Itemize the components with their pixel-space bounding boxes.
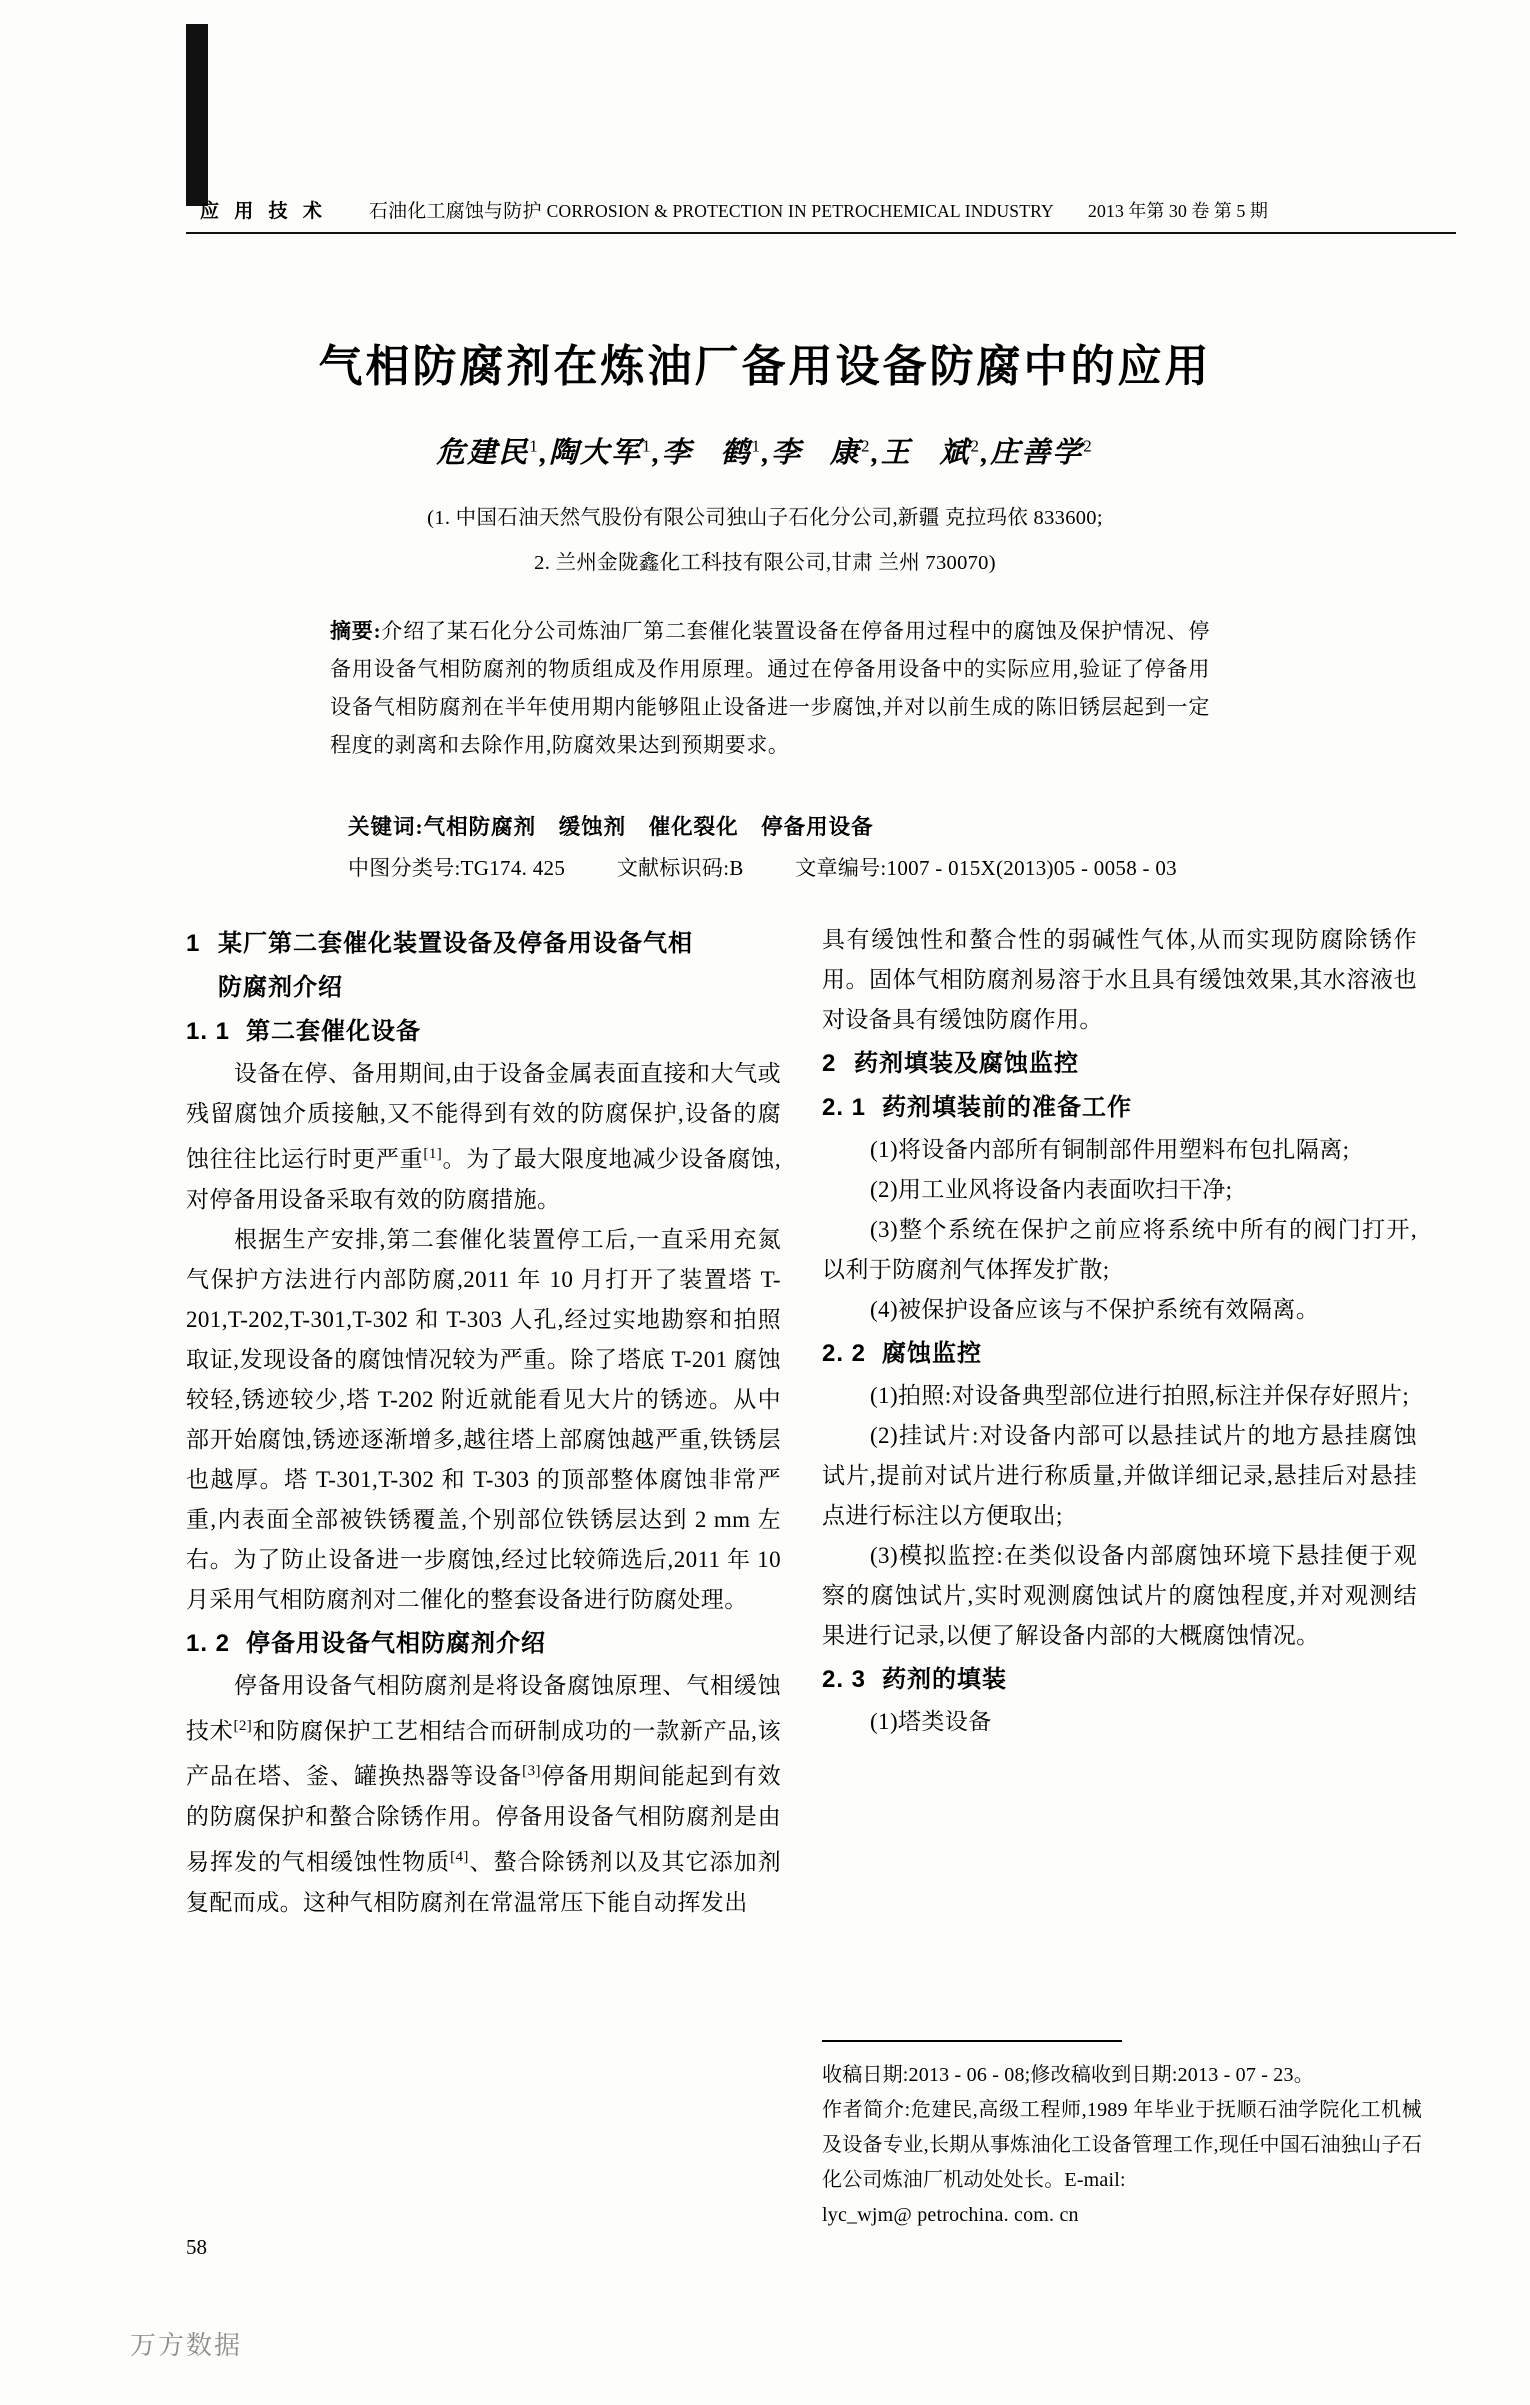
header-issue: 2013 年第 30 卷 第 5 期 bbox=[1087, 201, 1268, 221]
watermark: 万方数据 bbox=[130, 2330, 243, 2360]
ref-marker-1: [1] bbox=[423, 1146, 443, 1162]
heading-2-1-title: 药剂填装前的准备工作 bbox=[882, 1094, 1132, 1121]
footnote-rule bbox=[822, 2040, 1122, 2042]
heading-2-number: 2 bbox=[822, 1050, 837, 1077]
heading-2-title: 药剂填装及腐蚀监控 bbox=[854, 1050, 1079, 1077]
heading-section-2-2 bbox=[822, 1334, 1417, 1374]
header-journal-en: CORROSION & PROTECTION IN PETROCHEMICAL INDUSTRY bbox=[546, 201, 1054, 221]
footnote-bio-text: 作者简介:危建民,高级工程师,1989 年毕业于抚顺石油学院化工机械及设备专业,长期从事炼油化工设备管理工作,现任中国石油独山子石化公司炼油厂机动处处长。E-mail: bbox=[822, 2099, 1422, 2191]
paragraph-3-part-b: 和防腐保护工艺相结合而研制成功的一款新产品,该产品在塔、釜、罐换热器等设备 bbox=[186, 1718, 781, 1789]
right-column bbox=[822, 920, 1417, 1742]
paragraph-1-part-b: 。为了最大限度地减少设备腐蚀,对停备用设备采取有效的防腐措施。 bbox=[186, 1146, 782, 1212]
paragraph-3-part-c: 停备用期间能起到有效的防腐保护和螯合除锈作用。停备用设备气相防腐剂是由易挥发的气相缓蚀性物质 bbox=[186, 1763, 781, 1875]
keywords-text: 气相防腐剂 缓蚀剂 催化裂化 停备用设备 bbox=[423, 815, 874, 839]
footnote-dates: 收稿日期:2013 - 06 - 08;修改稿收到日期:2013 - 07 - 23。 bbox=[822, 2064, 1314, 2086]
heading-1-2-title: 停备用设备气相防腐剂介绍 bbox=[246, 1629, 546, 1657]
heading-2-1-number: 2. 1 bbox=[822, 1094, 867, 1121]
footnote-email: lyc_wjm@ petrochina. com. cn bbox=[822, 2204, 1079, 2226]
heading-1-title-line2: 防腐剂介绍 bbox=[218, 974, 343, 1001]
heading-1-title-line1: 某厂第二套催化装置设备及停备用设备气相 bbox=[218, 930, 693, 957]
header-category: 应 用 技 术 bbox=[200, 201, 327, 222]
heading-1-number: 1 bbox=[186, 930, 201, 957]
author-list: 危建民$^1$,陶大军$^1$,李 鹤$^1$,李 康$^2$,王 斌$^2$,庄善学$^2$ bbox=[436, 436, 1094, 469]
heading-2-2-title: 腐蚀监控 bbox=[882, 1340, 982, 1367]
article-title: 气相防腐剂在炼油厂备用设备防腐中的应用 bbox=[318, 342, 1212, 391]
header-text-row bbox=[200, 196, 1460, 223]
heading-section-2-3 bbox=[822, 1660, 1417, 1700]
footnote-block bbox=[822, 2058, 1422, 2233]
heading-section-1 bbox=[186, 924, 781, 964]
header-rule bbox=[186, 232, 1456, 234]
heading-section-2 bbox=[822, 1044, 1417, 1084]
heading-2-2-number: 2. 2 bbox=[822, 1340, 867, 1367]
paragraph-3-part-a: 停备用设备气相防腐剂是将设备腐蚀原理、气相缓蚀技术 bbox=[186, 1672, 781, 1744]
paragraph-6: (2)用工业风将设备内表面吹扫干净; bbox=[870, 1177, 1233, 1202]
heading-2-3-title: 药剂的填装 bbox=[882, 1666, 1007, 1693]
heading-1-1-number: 1. 1 bbox=[186, 1018, 231, 1045]
abstract bbox=[330, 612, 1210, 764]
keywords-label: 关键词: bbox=[348, 815, 424, 839]
abstract-text: 介绍了某石化分公司炼油厂第二套催化装置设备在停备用过程中的腐蚀及保护情况、停备用设备气相防腐剂的物质组成及作用原理。通过在停备用设备中的实际应用,验证了停备用设备气相防腐剂在半年使用期内能够阻止设备进一步腐蚀,并对以前生成的陈旧锈层起到一定程度的剥离和去除作用,防腐效果达到预期要求。 bbox=[330, 619, 1211, 757]
paragraph-4: 具有缓蚀性和螯合性的弱碱性气体,从而实现防腐除锈作用。固体气相防腐剂易溶于水且具有缓蚀效果,其水溶液也对设备具有缓蚀防腐作用。 bbox=[822, 927, 1417, 1032]
paragraph-10: (2)挂试片:对设备内部可以悬挂试片的地方悬挂腐蚀试片,提前对试片进行称质量,并做详细记录,悬挂后对悬挂点进行标注以方便取出; bbox=[822, 1423, 1417, 1528]
article-id: 文章编号:1007 - 015X(2013)05 - 0058 - 03 bbox=[795, 856, 1177, 880]
footnote-bio bbox=[822, 2093, 1422, 2233]
header-journal-title bbox=[369, 196, 1054, 223]
heading-1-1-title: 第二套催化设备 bbox=[246, 1018, 421, 1045]
paragraph-9: (1)拍照:对设备典型部位进行拍照,标注并保存好照片; bbox=[870, 1383, 1410, 1408]
paragraph-12: (1)塔类设备 bbox=[870, 1709, 992, 1734]
heading-2-3-number: 2. 3 bbox=[822, 1666, 867, 1693]
paragraph-3 bbox=[186, 1666, 781, 1923]
paragraph-7: (3)整个系统在保护之前应将系统中所有的阀门打开,以利于防腐剂气体挥发扩散; bbox=[822, 1217, 1417, 1282]
abstract-label: 摘要: bbox=[330, 619, 382, 643]
keywords bbox=[348, 810, 1228, 841]
clc-number: 中图分类号:TG174. 425 bbox=[348, 856, 566, 880]
paragraph-11: (3)模拟监控:在类似设备内部腐蚀环境下悬挂便于观察的腐蚀试片,实时观测腐蚀试片的腐蚀程度,并对观测结果进行记录,以便了解设备内部的大概腐蚀情况。 bbox=[822, 1543, 1417, 1648]
paragraph-2: 根据生产安排,第二套催化装置停工后,一直采用充氮气保护方法进行内部防腐,2011 年 10 月打开了装置塔 T-201,T-202,T-301,T-302 和 T-303 人孔,经过实地勘察和拍照取证,发现设备的腐蚀情况较为严重。除了塔底 T-201 腐蚀较轻,锈迹较少,塔 T-202 附近就能看见大片的锈迹。从中部开始腐蚀,锈迹逐渐增多,越往塔上部腐蚀越严重,铁锈层也越厚。塔 T-301,T-302 和 T-303 的顶部整体腐蚀非常严重,内表面全部被铁锈覆盖,个别部位铁锈层达到 2 mm 左右。为了防止设备进一步腐蚀,经过比较筛选后,2011 年 10 月采用气相防腐剂对二催化的整套设备进行防腐处理。 bbox=[186, 1226, 781, 1612]
heading-1-2-number: 1. 2 bbox=[186, 1629, 231, 1657]
page-number: 58 bbox=[186, 2235, 207, 2259]
left-column bbox=[186, 920, 781, 1923]
classification-line bbox=[348, 852, 1298, 882]
paragraph-3-part-d: 、螯合除锈剂以及其它添加剂复配而成。这种气相防腐剂在常温常压下能自动挥发出 bbox=[186, 1849, 781, 1915]
ref-marker-3: [3] bbox=[522, 1763, 541, 1780]
heading-section-1-2 bbox=[186, 1624, 781, 1664]
paragraph-5: (1)将设备内部所有铜制部件用塑料布包扎隔离; bbox=[870, 1137, 1350, 1162]
paragraph-1 bbox=[186, 1054, 781, 1220]
heading-section-1-1 bbox=[186, 1012, 781, 1052]
heading-section-1-cont bbox=[186, 968, 781, 1008]
affiliation-2: 2. 兰州金陇鑫化工科技有限公司,甘肃 兰州 730070) bbox=[534, 552, 996, 574]
paragraph-1-part-a: 设备在停、备用期间,由于设备金属表面直接和大气或残留腐蚀介质接触,又不能得到有效的防腐保护,设备的腐蚀往往比运行时更严重 bbox=[186, 1061, 781, 1172]
ref-marker-2: [2] bbox=[233, 1717, 253, 1734]
affiliation-1: (1. 中国石油天然气股份有限公司独山子石化分公司,新疆 克拉玛依 833600; bbox=[427, 507, 1103, 529]
heading-section-2-1 bbox=[822, 1088, 1417, 1128]
header-black-bar bbox=[186, 24, 208, 206]
ref-marker-4: [4] bbox=[450, 1848, 469, 1865]
paragraph-8: (4)被保护设备应该与不保护系统有效隔离。 bbox=[870, 1297, 1320, 1322]
document-code: 文献标识码:B bbox=[616, 856, 744, 880]
header-journal-cn: 石油化工腐蚀与防护 bbox=[368, 201, 542, 222]
